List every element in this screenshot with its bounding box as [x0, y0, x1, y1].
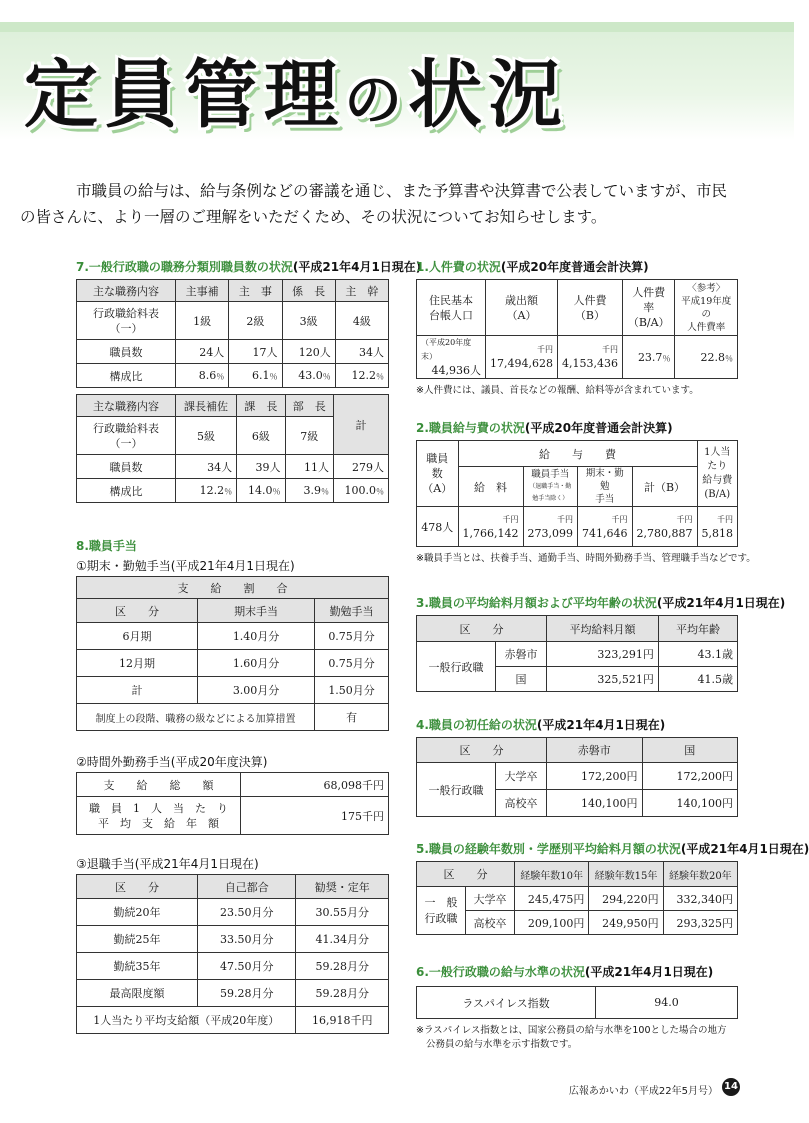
count-cell: 279人 [334, 455, 389, 479]
section-3-asof: (平成21年4月1日現在) [656, 596, 786, 610]
count-cell: 34人 [176, 455, 237, 479]
value-cell: 323,291円 [547, 642, 659, 667]
row-label: 計 [77, 677, 198, 704]
value-cell: 千円 5,818 [697, 507, 738, 547]
ref-rate-cell: 22.8％ [675, 336, 738, 379]
intro-line-1: 市職員の給与は、給与条例などの審議を通じ、また予算書や決算書で公表していますが、市民 [76, 182, 728, 200]
value-cell: 294,220円 [589, 887, 663, 911]
staff-by-grade-table-2 [76, 394, 389, 503]
value-cell: 16,918千円 [296, 1007, 389, 1034]
row-label: 大学卒 [466, 887, 515, 911]
count-cell: 39人 [237, 455, 285, 479]
count-cell: 34人 [335, 340, 388, 364]
group-label: 一般行政職 [417, 763, 496, 817]
row-label: 構成比 [77, 364, 176, 388]
section-5 [416, 840, 809, 935]
header-cell: 赤磐市 [547, 738, 643, 763]
retirement-table [76, 874, 389, 1034]
section-4-title: 4.職員の初任給の状況 [416, 718, 537, 732]
value-cell: 249,950円 [589, 911, 663, 935]
value-cell: 30.55月分 [296, 899, 389, 926]
overtime-table [76, 772, 389, 835]
header-cell: 主な職務内容 [77, 280, 176, 302]
value-cell: 1.40月分 [198, 623, 315, 650]
grade-cell: 6級 [237, 417, 285, 455]
header-cell: 経験年数10年 [515, 862, 589, 887]
header-cell: 給 料 [458, 467, 523, 507]
section-1-note: ※人件費には、議員、首長などの報酬、給料等が含まれています。 [416, 385, 699, 396]
header-cell: 〈参考〉 平成19年度の 人件費率 [675, 280, 738, 336]
section-6-note-1: ※ラスパイレス指数とは、国家公務員の給与水準を100とした場合の地方 [416, 1025, 727, 1036]
section-7-title: 7.一般行政職の職務分類別職員数の状況 [76, 260, 293, 274]
personnel-cost-cell: 千円 4,153,436 [557, 336, 622, 379]
header-cell: 平均年齢 [658, 616, 737, 642]
header-cell: 区 分 [77, 599, 198, 623]
count-cell: 17人 [229, 340, 282, 364]
row-label: 最高限度額 [77, 980, 198, 1007]
header-cell: 主 幹 [335, 280, 388, 302]
header-cell: 職員手当 （退職手当・勤勉手当除く） [523, 467, 578, 507]
group-label: 一般行政職 [417, 642, 496, 692]
section-4 [416, 716, 738, 817]
row-label: 12月期 [77, 650, 198, 677]
page-number: 14 [722, 1078, 740, 1096]
header-cell: 勤勉手当 [315, 599, 389, 623]
row-label: ラスパイレス指数 [417, 987, 596, 1019]
staff-count-cell: 478人 [417, 507, 459, 547]
experience-salary-table [416, 861, 738, 935]
section-5-asof: (平成21年4月1日現在) [680, 842, 809, 856]
value-cell: 332,340円 [663, 887, 737, 911]
section-2-title: 2.職員給与費の状況 [416, 421, 525, 435]
value-cell: 0.75月分 [315, 650, 389, 677]
page-title: 定員管理の状況 [24, 52, 569, 138]
header-cell: 期末・勤勉 手当 [578, 467, 633, 507]
header-cell: 区 分 [77, 875, 198, 899]
grade-cell: 1級 [176, 302, 229, 340]
section-8 [76, 537, 389, 1034]
header-cell: 国 [642, 738, 738, 763]
section-6-title: 6.一般行政職の給与水準の状況 [416, 965, 585, 979]
row-label: 制度上の段階、職務の級などによる加算措置 [77, 704, 315, 731]
row-label: 大学卒 [496, 763, 547, 790]
value-cell: 23.50月分 [198, 899, 296, 926]
subsection-1-title: ①期末・勤勉手当(平成21年4月1日現在) [76, 559, 295, 573]
header-cell: 自己都合 [198, 875, 296, 899]
ratio-cell: 6.1％ [229, 364, 282, 388]
value-cell: 41.5歳 [658, 667, 737, 692]
row-label: 行政職給料表 （一） [77, 417, 176, 455]
section-4-asof: (平成21年4月1日現在) [536, 718, 666, 732]
value-cell: 47.50月分 [198, 953, 296, 980]
count-cell: 120人 [282, 340, 335, 364]
value-cell: 33.50月分 [198, 926, 296, 953]
header-band [0, 22, 794, 32]
count-cell: 11人 [285, 455, 333, 479]
value-cell: 千円 273,099 [523, 507, 578, 547]
value-cell: 1.50月分 [315, 677, 389, 704]
row-label: 職員数 [77, 340, 176, 364]
subsection-3-title: ③退職手当(平成21年4月1日現在) [76, 857, 259, 871]
row-label: 勤続35年 [77, 953, 198, 980]
ratio-cell: 12.2％ [335, 364, 388, 388]
ratio-cell: 14.0％ [237, 479, 285, 503]
subsection-2-title: ②時間外勤務手当(平成20年度決算) [76, 755, 268, 769]
average-salary-table [416, 615, 738, 692]
section-6-note-2: 公務員の給与水準を示す指数です。 [426, 1039, 578, 1050]
row-label: 職 員 1 人 当 た り 平 均 支 給 年 額 [77, 797, 241, 835]
row-label: 勤続25年 [77, 926, 198, 953]
section-2 [416, 419, 756, 564]
header-cell: 経験年数15年 [589, 862, 663, 887]
group-label: 一 般 行政職 [417, 887, 466, 935]
section-5-title: 5.職員の経験年数別・学歴別平均給料月額の状況 [416, 842, 681, 856]
value-cell: 175千円 [241, 797, 389, 835]
header-cell: 給 与 費 [458, 441, 697, 467]
header-cell: 部 長 [285, 395, 333, 417]
row-label: 構成比 [77, 479, 176, 503]
footer-text: 広報あかいわ（平成22年5月号） [568, 1086, 718, 1097]
value-cell: 94.0 [596, 987, 738, 1019]
expenditure-cell: 千円 17,494,628 [485, 336, 557, 379]
header-cell: 区 分 [417, 738, 547, 763]
header-cell: 期末手当 [198, 599, 315, 623]
section-8-title: 8.職員手当 [76, 539, 137, 553]
grade-cell: 7級 [285, 417, 333, 455]
header-cell: 係 長 [282, 280, 335, 302]
section-3-title: 3.職員の平均給料月額および平均年齢の状況 [416, 596, 657, 610]
ratio-cell: 43.0％ [282, 364, 335, 388]
row-label: 6月期 [77, 623, 198, 650]
total-header: 計 [334, 395, 389, 455]
header-cell: 住民基本 台帳人口 [417, 280, 486, 336]
header-cell: 主 事 [229, 280, 282, 302]
laspeyres-table [416, 986, 738, 1019]
row-label: 勤続20年 [77, 899, 198, 926]
rate-cell: 23.7％ [622, 336, 674, 379]
ratio-cell: 8.6％ [176, 364, 229, 388]
header-cell: 主事補 [176, 280, 229, 302]
value-cell: 140,100円 [547, 790, 643, 817]
header-cell: 計（B） [632, 467, 697, 507]
personnel-cost-table [416, 279, 738, 379]
grade-cell: 2級 [229, 302, 282, 340]
header-cell: 主な職務内容 [77, 395, 176, 417]
grade-cell: 4級 [335, 302, 388, 340]
section-7-asof: (平成21年4月1日現在) [292, 260, 422, 274]
intro-line-2: の皆さんに、より一層のご理解をいただくため、その状況についてお知らせします。 [20, 208, 607, 226]
value-cell: 59.28月分 [198, 980, 296, 1007]
section-1-title: 1.人件費の状況 [416, 260, 501, 274]
value-cell: 41.34月分 [296, 926, 389, 953]
section-1 [416, 258, 738, 396]
row-label: 高校卒 [496, 790, 547, 817]
value-cell: 千円 2,780,887 [632, 507, 697, 547]
header-cell: 支 給 割 合 [77, 577, 389, 599]
row-label: 赤磐市 [496, 642, 547, 667]
row-label: 国 [496, 667, 547, 692]
row-label: 1人当たり平均支給額（平成20年度） [77, 1007, 296, 1034]
value-cell: 43.1歳 [658, 642, 737, 667]
bonus-table [76, 576, 389, 731]
value-cell: 千円 741,646 [578, 507, 633, 547]
intro-text [20, 178, 746, 230]
header-cell: 人件費率 （B/A） [622, 280, 674, 336]
header-cell: 歳出額 （A） [485, 280, 557, 336]
section-7 [76, 258, 421, 503]
header-cell: 課長補佐 [176, 395, 237, 417]
header-cell: 人件費 （B） [557, 280, 622, 336]
header-cell: 区 分 [417, 862, 515, 887]
section-2-asof: (平成20年度普通会計決算) [524, 421, 673, 435]
staff-by-grade-table-1 [76, 279, 389, 388]
value-cell: 0.75月分 [315, 623, 389, 650]
section-6 [416, 963, 738, 1050]
section-3 [416, 594, 785, 692]
row-label: 行政職給料表 （一） [77, 302, 176, 340]
value-cell: 千円 1,766,142 [458, 507, 523, 547]
ratio-cell: 3.9％ [285, 479, 333, 503]
header-cell: 平均給料月額 [547, 616, 659, 642]
count-cell: 24人 [176, 340, 229, 364]
value-cell: 140,100円 [642, 790, 738, 817]
ratio-cell: 12.2％ [176, 479, 237, 503]
value-cell: 325,521円 [547, 667, 659, 692]
header-cell: 課 長 [237, 395, 285, 417]
population-cell: （平成20年度末） 44,936人 [417, 336, 486, 379]
value-cell: 1.60月分 [198, 650, 315, 677]
section-6-asof: (平成21年4月1日現在) [584, 965, 714, 979]
section-2-note: ※職員手当とは、扶養手当、通勤手当、時間外勤務手当、管理職手当などです。 [416, 553, 756, 564]
value-cell: 59.28月分 [296, 980, 389, 1007]
value-cell: 68,098千円 [241, 773, 389, 797]
section-1-asof: (平成20年度普通会計決算) [500, 260, 649, 274]
value-cell: 172,200円 [642, 763, 738, 790]
value-cell: 245,475円 [515, 887, 589, 911]
header-cell: 勧奨・定年 [296, 875, 389, 899]
value-cell: 172,200円 [547, 763, 643, 790]
value-cell: 3.00月分 [198, 677, 315, 704]
grade-cell: 3級 [282, 302, 335, 340]
ratio-cell: 100.0％ [334, 479, 389, 503]
value-cell: 209,100円 [515, 911, 589, 935]
row-label: 支 給 総 額 [77, 773, 241, 797]
row-label: 職員数 [77, 455, 176, 479]
value-cell: 有 [315, 704, 389, 731]
header-cell: 経験年数20年 [663, 862, 737, 887]
starting-salary-table [416, 737, 738, 817]
grade-cell: 5級 [176, 417, 237, 455]
header-cell: 職員数 （A） [417, 441, 459, 507]
header-cell: 1人当たり 給与費 (B/A) [697, 441, 738, 507]
row-label: 高校卒 [466, 911, 515, 935]
value-cell: 293,325円 [663, 911, 737, 935]
value-cell: 59.28月分 [296, 953, 389, 980]
header-cell: 区 分 [417, 616, 547, 642]
salary-cost-table [416, 440, 738, 547]
